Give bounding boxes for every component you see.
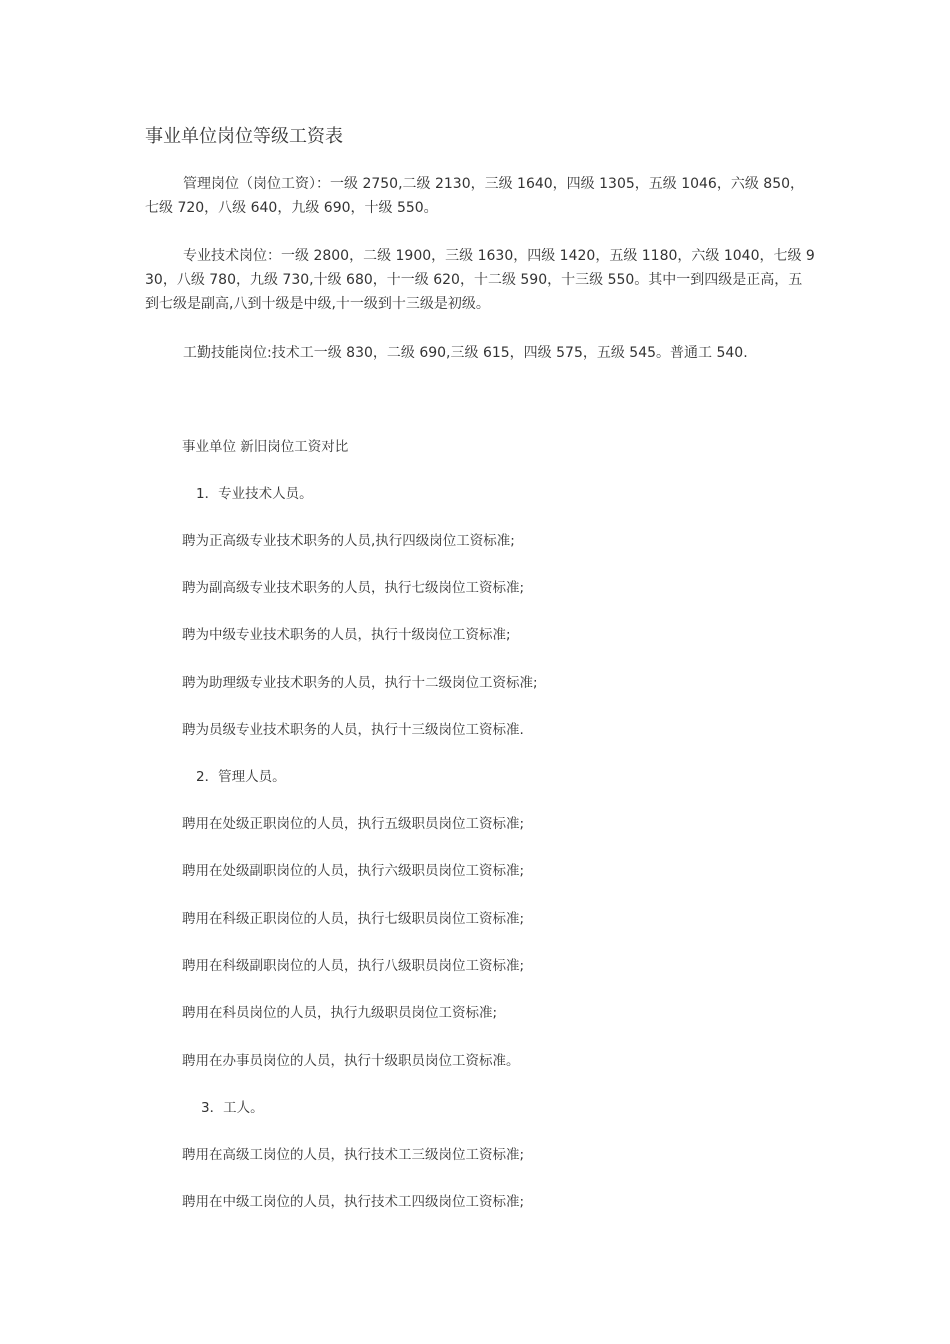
list-item: 聘为中级专业技术职务的人员，执行十级岗位工资标准; xyxy=(182,627,511,643)
list-item: 聘用在处级副职岗位的人员，执行六级职员岗位工资标准; xyxy=(182,863,525,879)
list-item: 聘用在科员岗位的人员，执行九级职员岗位工资标准; xyxy=(182,1005,498,1021)
list-item: 聘为副高级专业技术职务的人员，执行七级岗位工资标准; xyxy=(182,580,525,596)
paragraph-management-salary: 管理岗位（岗位工资）：一级 2750,二级 2130，三级 1640，四级 1305，五级 1046，六级 850，七级 720，八级 640，九级 690，十级 550。 xyxy=(145,176,805,216)
list-item: 聘用在高级工岗位的人员，执行技术工三级岗位工资标准; xyxy=(182,1147,525,1163)
comparison-heading: 事业单位 新旧岗位工资对比 xyxy=(182,439,349,455)
list-item: 聘用在科级副职岗位的人员，执行八级职员岗位工资标准; xyxy=(182,958,525,974)
list-item: 聘用在科级正职岗位的人员，执行七级职员岗位工资标准; xyxy=(182,911,525,927)
section-heading-technical: 1．专业技术人员。 xyxy=(196,486,313,502)
paragraph-worker-salary: 工勤技能岗位:技术工一级 830，二级 690,三级 615，四级 575，五级 545。普通工 540. xyxy=(183,345,748,361)
document-title: 事业单位岗位等级工资表 xyxy=(145,126,343,147)
section-heading-workers: 3．工人。 xyxy=(201,1100,264,1116)
list-item: 聘为正高级专业技术职务的人员,执行四级岗位工资标准; xyxy=(182,533,515,549)
list-item: 聘用在中级工岗位的人员，执行技术工四级岗位工资标准; xyxy=(182,1194,525,1210)
list-item: 聘用在办事员岗位的人员，执行十级职员岗位工资标准。 xyxy=(182,1053,520,1069)
list-item: 聘用在处级正职岗位的人员，执行五级职员岗位工资标准; xyxy=(182,816,525,832)
list-item: 聘为员级专业技术职务的人员，执行十三级岗位工资标准. xyxy=(182,722,524,738)
paragraph-technical-salary: 专业技术岗位：一级 2800，二级 1900，三级 1630，四级 1420，五级 1180，六级 1040，七级 930，八级 780，九级 730,十级 680，十一级 620，十二级 590，十三级 550。其中一到四级是正高，五到七级是副高,八到十级是中级,十一级到十三级是初级。 xyxy=(145,248,815,312)
list-item: 聘为助理级专业技术职务的人员，执行十二级岗位工资标准; xyxy=(182,675,538,691)
section-heading-management: 2．管理人员。 xyxy=(196,769,286,785)
